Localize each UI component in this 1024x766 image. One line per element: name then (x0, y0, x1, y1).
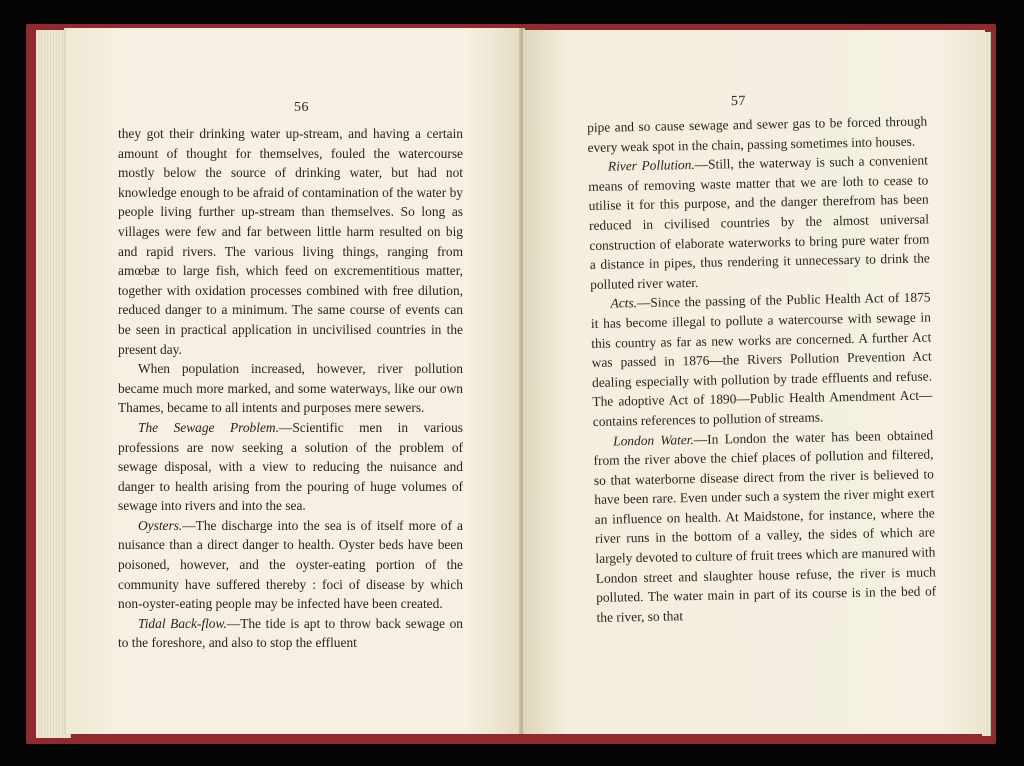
paragraph (593, 425, 937, 627)
paragraph (118, 418, 463, 516)
page-number: 57 (730, 93, 747, 110)
section-heading: River Pollution. (607, 157, 695, 174)
paragraph: When population increased, however, river pollution became much more marked, and some waterways, like our own Thames, became to all intents and purposes mere sewers. (118, 361, 463, 416)
right-page (523, 30, 985, 734)
paragraph-text: —In London the water has been obtained from the river above the chief places of pollution and filtered, so that waterborne disease direct from the river is believed to have been rare. Even under such a system the river might exert an influence on health. At Maidstone, for instance, where the river runs in the bottom of a valley, the sides of which are largely devoted to culture of fruit trees which are manured with London street and slaughter house refuse, the river is much polluted. The water main in part of its course is in the bed of the river, so that (593, 426, 937, 625)
paragraph: they got their drinking water up-stream, and having a certain amount of thought for themselves, fouled the watercourse mostly below the source of drinking water, but had not knowledge enough to be afraid of contamination of the water by people living further up-stream than themselves. So long as villages were few and far between little harm resulted on big and rapid rivers. The various living things, ranging from amœbæ to large fish, which feed on excrementitious matter, together with oxidation processes combined with free dilution, reduced danger to a minimum. The same course of events can be seen in practical application in uncivilised countries in the present day. (118, 126, 463, 357)
paragraph-text: —Scientific men in various professions are now seeking a solution of the problem of sewage disposal, with a view to reducing the nuisance and danger to health arising from the pouring of huge volumes of sewage into rivers and into the sea. (118, 419, 463, 514)
section-heading: London Water. (613, 431, 694, 449)
left-page (66, 28, 521, 734)
paragraph-text: —The discharge into the sea is of itself more of a nuisance than a direct danger to health. Oyster beds have been poisoned, however, and the oyster-eating portion of the community have suffered thereby : foci of disease by which non-oyster-eating people may be infected have been created. (118, 517, 463, 612)
paragraph (118, 516, 463, 614)
section-heading: Tidal Back-flow. (138, 615, 227, 631)
section-heading: Acts. (610, 295, 638, 311)
page-number: 56 (294, 100, 309, 115)
paragraph (590, 288, 933, 432)
paragraph-text: —Since the passing of the Public Health Act of 1875 it has become illegal to pollute a watercourse with sewage in this country as far as new works are concerned. A further Act was passed in 1876—the Rivers Pollution Prevention Act dealing especially with pollution by trade effluents and refuse. The adoptive Act of 1890—Public Health Amendment Act—contains references to pollution of streams. (590, 289, 933, 429)
section-heading: Oysters. (138, 517, 183, 533)
paragraph-text: —Still, the waterway is such a convenient means of removing waste matter that we are loth to cease to utilise it for this purpose, and the danger therefrom has been reduced in civilised countries by the almost universal construction of elaborate waterworks to bring pure water from a distance in pipes, thus rendering it unnecessary to drink the polluted river water. (588, 152, 930, 292)
paragraph (118, 614, 463, 653)
page-body (587, 111, 937, 627)
paragraph (588, 151, 931, 295)
paragraph-text: —The tide is apt to throw back sewage on to the foreshore, and also to stop the effluent (118, 615, 463, 651)
page-body (118, 124, 463, 653)
paragraph: pipe and so cause sewage and sewer gas to be forced through every weak spot in the chain, passing sometimes into houses. (587, 113, 928, 155)
section-heading: The Sewage Problem. (138, 419, 279, 435)
